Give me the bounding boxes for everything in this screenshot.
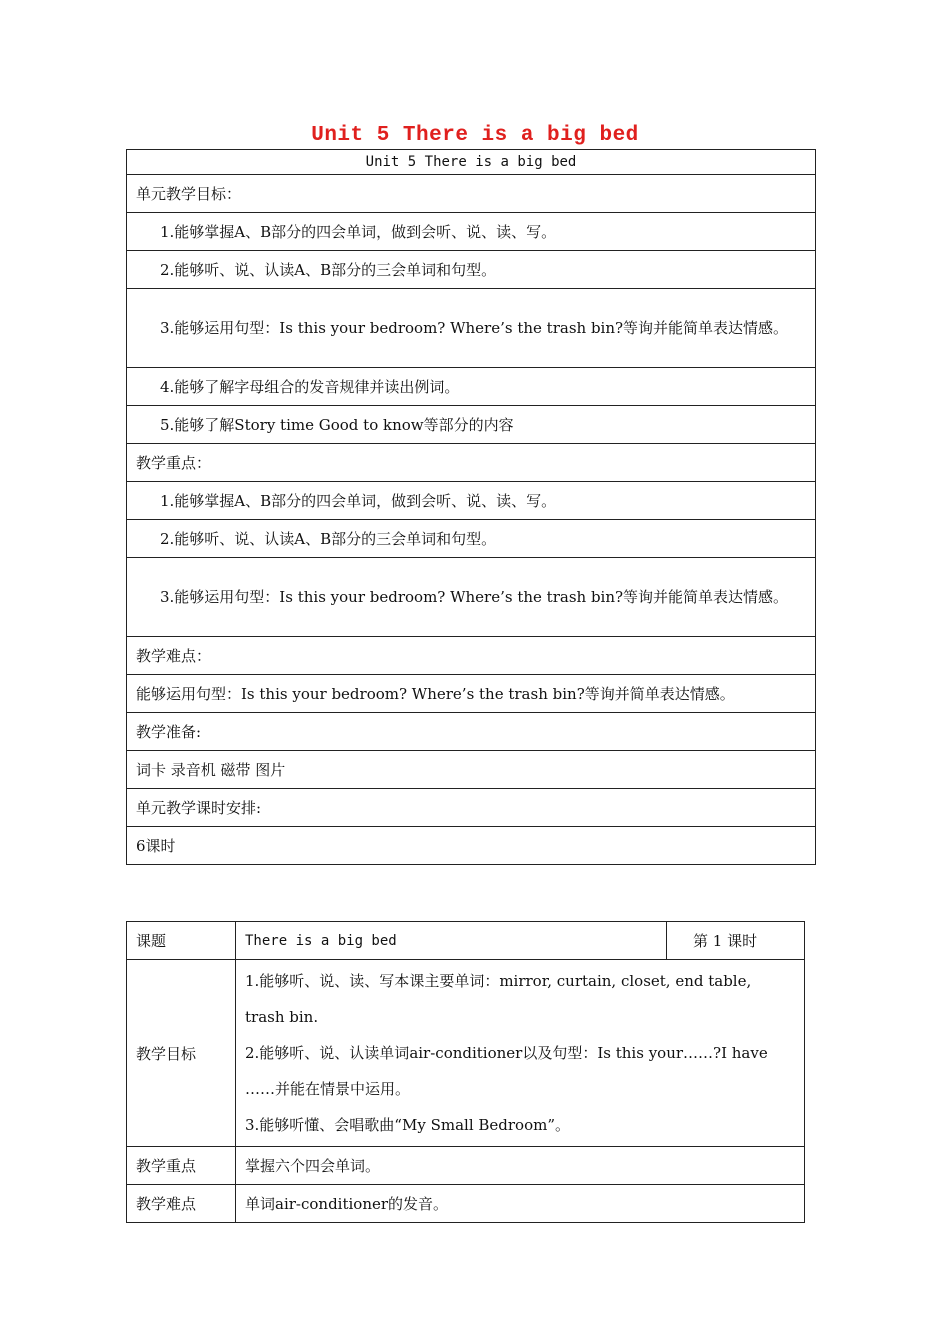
section-heading-difficulties: 教学难点： bbox=[127, 637, 816, 675]
page-title: Unit 5 There is a big bed bbox=[311, 124, 639, 147]
difficulty-value: 单词air-conditioner的发音。 bbox=[236, 1185, 805, 1223]
lesson-goal-item: 3.能够听懂、会唱歌曲“My Small Bedroom”。 bbox=[245, 1116, 571, 1134]
period-label: 第 1 课时 bbox=[667, 922, 805, 960]
goals-label: 教学目标 bbox=[127, 960, 236, 1147]
unit-table-header: Unit 5 There is a big bed bbox=[127, 150, 816, 175]
focus-label: 教学重点 bbox=[127, 1147, 236, 1185]
lesson-plan-table bbox=[126, 921, 805, 1223]
section-heading-schedule: 单元教学课时安排: bbox=[127, 789, 816, 827]
unit-goal-item: 3.能够运用句型：Is this your bedroom? Where’s the trash bin?等询并能简单表达情感。 bbox=[127, 289, 816, 368]
unit-goal-item: 1.能够掌握A、B部分的四会单词，做到会听、说、读、写。 bbox=[127, 213, 816, 251]
focus-value: 掌握六个四会单词。 bbox=[236, 1147, 805, 1185]
preparation-item: 词卡 录音机 磁带 图片 bbox=[127, 751, 816, 789]
section-heading-preparation: 教学准备: bbox=[127, 713, 816, 751]
unit-goal-item: 5.能够了解Story time Good to know等部分的内容 bbox=[127, 406, 816, 444]
section-heading-unit-goals: 单元教学目标： bbox=[127, 175, 816, 213]
schedule-item: 6课时 bbox=[127, 827, 816, 865]
unit-plan-table bbox=[126, 149, 816, 865]
topic-value: There is a big bed bbox=[236, 922, 667, 960]
section-heading-key-points: 教学重点： bbox=[127, 444, 816, 482]
key-point-item: 1.能够掌握A、B部分的四会单词，做到会听、说、读、写。 bbox=[127, 482, 816, 520]
difficulty-label: 教学难点 bbox=[127, 1185, 236, 1223]
lesson-goal-item: 1.能够听、说、读、写本课主要单词：mirror, curtain, closet, end table, trash bin. bbox=[245, 972, 752, 1026]
unit-goal-item: 4.能够了解字母组合的发音规律并读出例词。 bbox=[127, 368, 816, 406]
unit-goal-item: 2.能够听、说、认读A、B部分的三会单词和句型。 bbox=[127, 251, 816, 289]
difficulty-item: 能够运用句型：Is this your bedroom? Where’s the trash bin?等询并简单表达情感。 bbox=[127, 675, 816, 713]
key-point-item: 2.能够听、说、认读A、B部分的三会单词和句型。 bbox=[127, 520, 816, 558]
key-point-item: 3.能够运用句型：Is this your bedroom? Where’s the trash bin?等询并能简单表达情感。 bbox=[127, 558, 816, 637]
topic-label: 课题 bbox=[127, 922, 236, 960]
lesson-goal-item: 2.能够听、说、认读单词air-conditioner以及句型：Is this your……?I have ……并能在情景中运用。 bbox=[245, 1044, 768, 1098]
lesson-goals bbox=[236, 960, 805, 1147]
